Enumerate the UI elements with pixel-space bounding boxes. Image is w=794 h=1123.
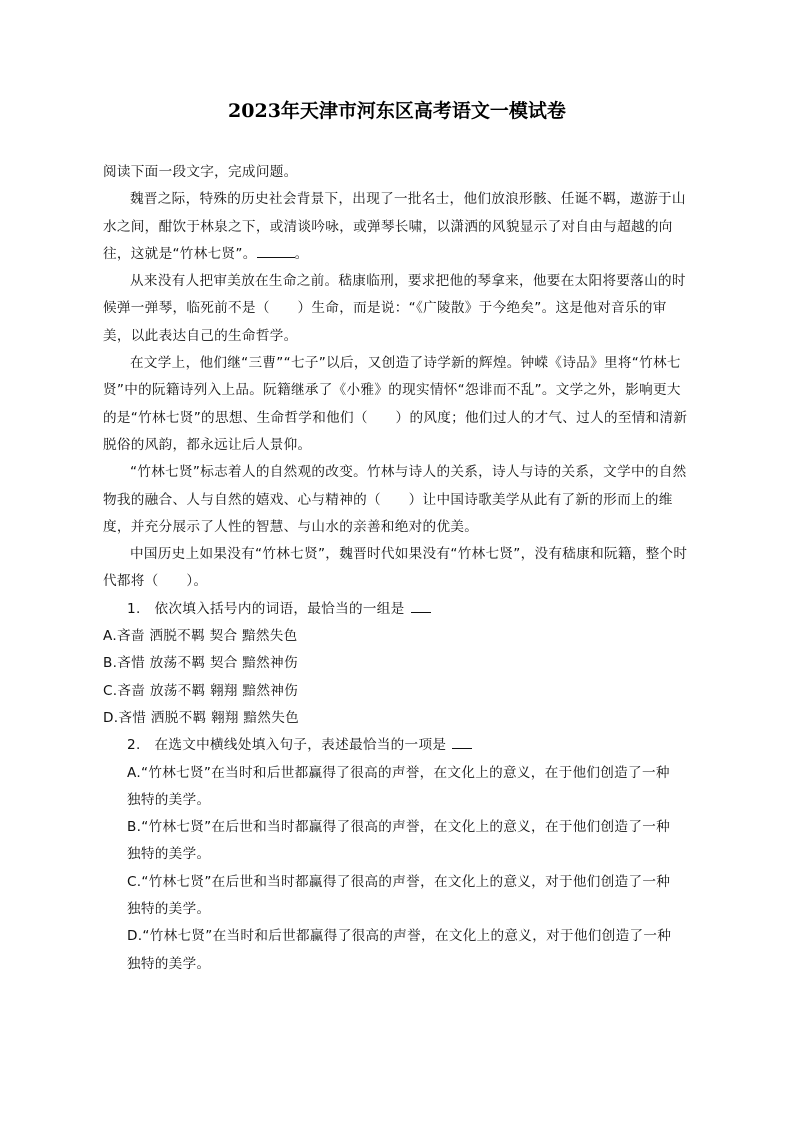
question-2-option-a <box>103 760 691 815</box>
question-2-option-a-line1: A.“竹林七贤”在当时和后世都赢得了很高的声誉，在文化上的意义，在于他们创造了一种 <box>127 764 670 781</box>
passage-paragraph-1-end: 。 <box>294 245 309 262</box>
question-2-option-d <box>103 923 691 978</box>
question-2-option-b-line1: B.“竹林七贤”在后世和当时都赢得了很高的声誉，在文化上的意义，在于他们创造了一种 <box>127 819 670 836</box>
passage-paragraph-1-text: 魏晋之际，特殊的历史社会背景下，出现了一批名士，他们放浪形骸、任诞不羁，遨游于山水之间，酣饮于林泉之下，或清谈吟咏，或弹琴长啸，以潇洒的风貌显示了对自由与超越的向往，这就是“竹林七贤”。 <box>103 191 686 262</box>
passage-paragraph-2: 从来没有人把审美放在生命之前。嵇康临刑，要求把他的琴拿来，他要在太阳将要落山的时候弹一弹琴，临死前不是（ ）生命，而是说：“《广陵散》于今绝矣”。这是他对音乐的审美，以此表达自己的生命哲学。 <box>103 273 686 344</box>
question-2-text: 2. 在选文中横线处填入句子，表述最恰当的一项是 <box>127 737 447 754</box>
question-2-option-a-line2: 独特的美学。 <box>127 791 211 808</box>
instruction-text: 阅读下面一段文字，完成问题。 <box>103 164 298 180</box>
question-2-option-c-line2: 独特的美学。 <box>127 901 211 918</box>
passage-paragraph-4: “竹林七贤”标志着人的自然观的改变。竹林与诗人的关系，诗人与诗的关系，文学中的自然物我的融合、人与自然的嬉戏、心与精神的（ ）让中国诗歌美学从此有了新的形而上的维度，并充分展示了人性的智慧、与山水的亲善和绝对的优美。 <box>103 464 687 535</box>
answer-blank-2 <box>452 734 472 749</box>
page-title: 2023年天津市河东区高考语文一模试卷 <box>228 100 566 122</box>
question-1-option-c: C.吝啬 放荡不羁 翱翔 黯然神伤 <box>103 682 298 699</box>
question-2-option-b <box>103 814 691 869</box>
passage-paragraph-5: 中国历史上如果没有“竹林七贤”，魏晋时代如果没有“竹林七贤”，没有嵇康和阮籍，整个时代都将（ ）。 <box>103 546 688 590</box>
question-2-option-c-line1: C.“竹林七贤”在后世和当时都赢得了很高的声誉，在文化上的意义，对于他们创造了一种 <box>127 873 671 890</box>
passage-paragraph-1 <box>103 186 691 268</box>
question-1-text: 1. 依次填入括号内的词语，最恰当的一组是 <box>127 600 405 617</box>
question-2-option-d-line2: 独特的美学。 <box>127 955 211 972</box>
question-2-option-b-line2: 独特的美学。 <box>127 846 211 863</box>
exam-body <box>103 159 691 978</box>
answer-blank-1 <box>411 598 431 613</box>
question-1-option-b: B.吝惜 放荡不羁 契合 黯然神伤 <box>103 655 298 672</box>
question-1-option-d: D.吝惜 洒脱不羁 翱翔 黯然失色 <box>103 709 299 726</box>
question-2-stem <box>103 732 691 759</box>
fill-blank-line <box>257 243 295 258</box>
question-1-option-a: A.吝啬 洒脱不羁 契合 黯然失色 <box>103 628 298 645</box>
passage-paragraph-3: 在文学上，他们继“三曹”“七子”以后，又创造了诗学新的辉煌。钟嵘《诗品》里将“竹林七贤”中的阮籍诗列入上品。阮籍继承了《小雅》的现实情怀“怨诽而不乱”。文学之外，影响更大的是“竹林七贤”的思想、生命哲学和他们（ ）的风度；他们过人的才气、过人的至情和清新脱俗的风韵，都永远让后人景仰。 <box>103 355 688 453</box>
question-2-option-d-line1: D.“竹林七贤”在当时和后世都赢得了很高的声誉，在文化上的意义，对于他们创造了一种 <box>127 928 672 945</box>
question-1-stem <box>103 596 691 623</box>
question-2-option-c <box>103 869 691 924</box>
